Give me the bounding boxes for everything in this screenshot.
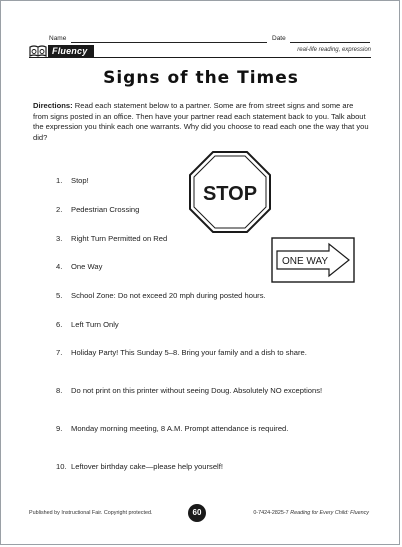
item-number: 8.	[56, 386, 63, 395]
item-number: 10.	[56, 462, 67, 471]
item-text: Left Turn Only	[71, 320, 119, 329]
item-text: Leftover birthday cake—please help yourself!	[71, 462, 223, 471]
book-info	[253, 510, 369, 516]
page-number: 60	[188, 504, 206, 522]
section-tag: Fluency	[48, 45, 94, 57]
book-title: Reading for Every Child: Fluency	[290, 510, 369, 516]
name-line	[71, 42, 267, 43]
directions-text: Read each statement below to a partner. Some are from street signs and some are from signs posted in an office. Then have your partner read each statement back to you. Talk about the expression you think each one warrants. Why did you choose to read each one the way that you did?	[33, 101, 369, 142]
item-number: 2.	[56, 205, 63, 214]
one-way-sign-text: ONE WAY	[281, 256, 329, 267]
header-rule	[29, 57, 371, 58]
item-text: Holiday Party! This Sunday 5–8. Bring your family and a dish to share.	[71, 348, 307, 357]
item-text: Monday morning meeting, 8 A.M. Prompt attendance is required.	[71, 424, 289, 433]
stop-sign-illustration	[188, 150, 272, 234]
item-number: 1.	[56, 176, 63, 185]
directions-lead: Directions:	[33, 101, 73, 110]
stop-sign-text: STOP	[202, 183, 258, 205]
date-line	[290, 42, 370, 43]
book-logo-icon	[29, 45, 47, 57]
date-label: Date	[272, 35, 286, 42]
skill-label: real-life reading, expression	[297, 47, 371, 53]
item-number: 7.	[56, 348, 63, 357]
item-number: 5.	[56, 291, 63, 300]
page-title: Signs of the Times	[103, 68, 299, 88]
item-text: Do not print on this printer without seeing Doug. Absolutely NO exceptions!	[71, 386, 323, 395]
isbn: 0-7424-2825-7	[253, 510, 289, 516]
name-label: Name	[49, 35, 67, 42]
item-text: Right Turn Permitted on Red	[71, 234, 168, 243]
item-number: 6.	[56, 320, 63, 329]
directions	[33, 101, 369, 143]
item-text: School Zone: Do not exceed 20 mph during posted hours.	[71, 291, 266, 300]
item-text: One Way	[71, 262, 103, 271]
item-number: 4.	[56, 262, 63, 271]
one-way-sign-illustration	[271, 237, 355, 283]
item-text: Pedestrian Crossing	[71, 205, 140, 214]
item-text: Stop!	[71, 176, 89, 185]
item-number: 9.	[56, 424, 63, 433]
item-number: 3.	[56, 234, 63, 243]
publisher-note: Published by Instructional Fair. Copyright protected.	[29, 510, 153, 516]
